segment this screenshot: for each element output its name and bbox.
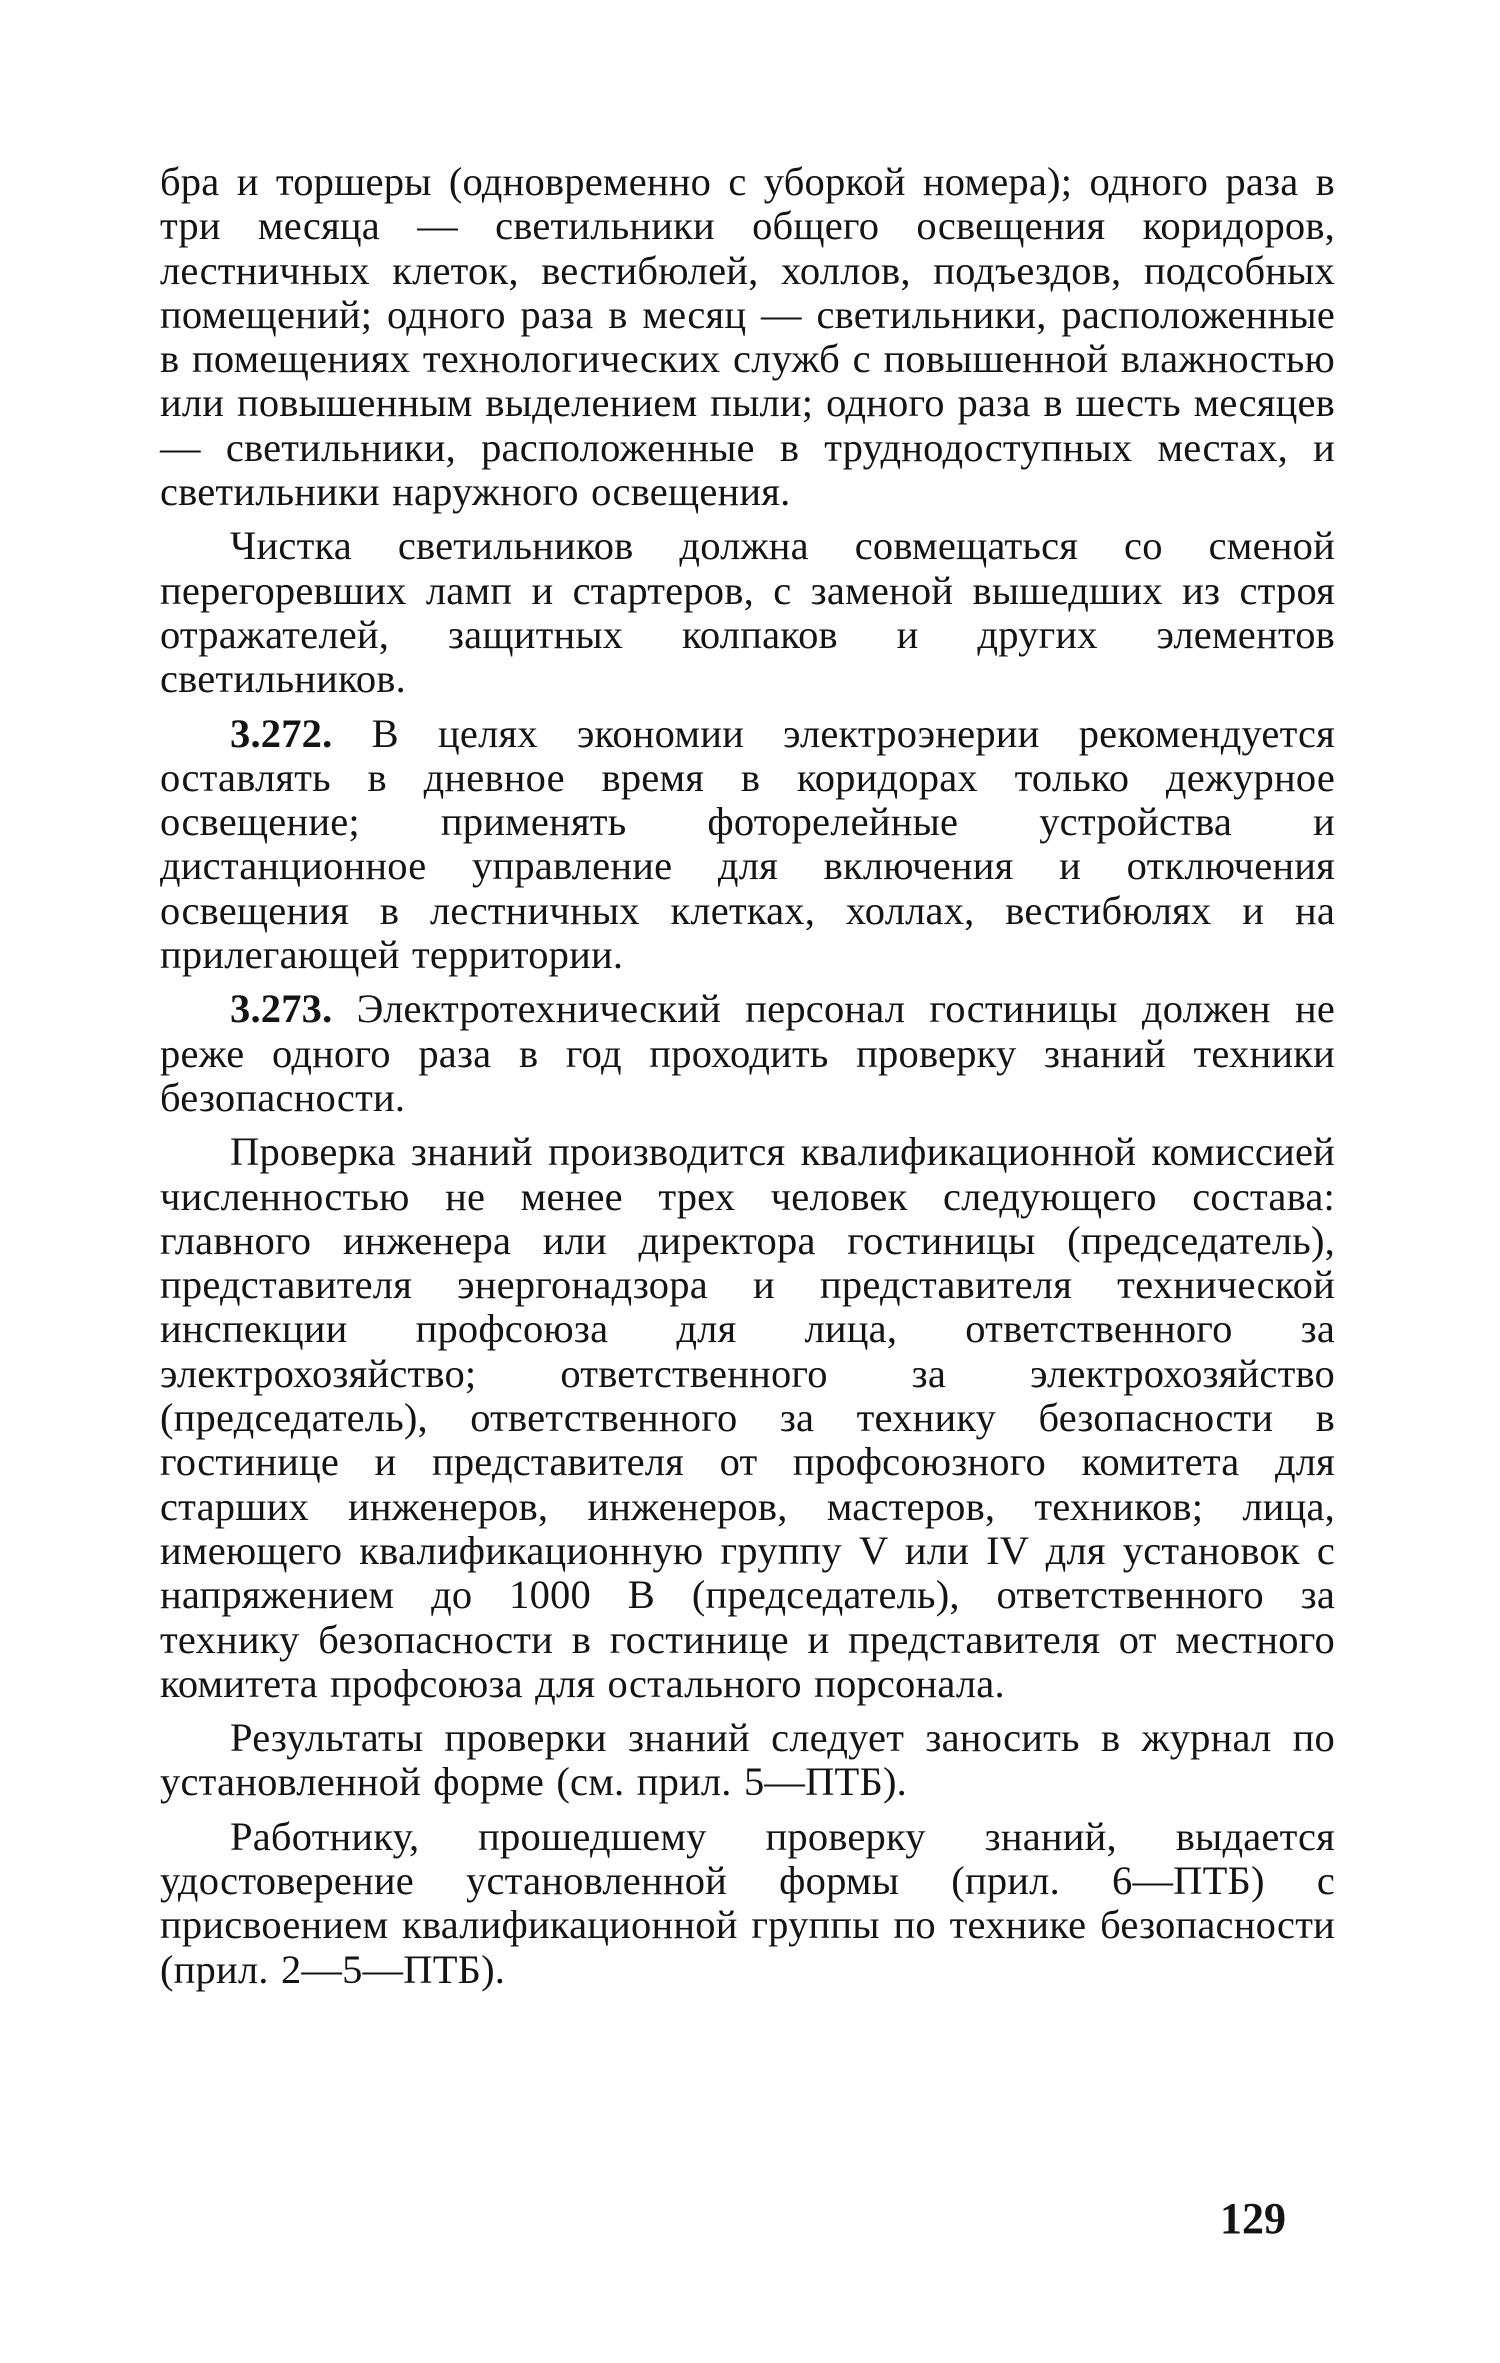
paragraph-text: Проверка знаний производится квалификационной комиссией численностью не менее трех человек следующего состава: главного инженера или директора гостиницы (председатель), представителя энергонадзора и представителя технической инспекции профсоюза для лица, ответственного за электрохозяйство; ответственного за электрохозяйство (председатель), ответственного за технику безопасности в гостинице и представителя от профсоюзного комитета для старших инженеров, инженеров, мастеров, техников; лица, имеющего квалификационную группу V или IV для установок с напряжением до 1000 В (председатель), ответственного за технику безопасности в гостинице и представителя от местного комитета профсоюза для остального порсонала. — [160, 1129, 1335, 1706]
page-body — [160, 160, 1335, 1992]
paragraph-certificate — [160, 1815, 1335, 1992]
paragraph-text: Чистка светильников должна совмещаться со сменой перегоревших ламп и стартеров, с заменой вышедших из строя отражателей, защитных колпаков и других элементов светильников. — [160, 523, 1335, 702]
paragraph-3-272 — [160, 712, 1335, 978]
paragraph-text: бра и торшеры (одновременно с уборкой номера); одного раза в три месяца — светильники общего освещения коридоров, лестничных клеток, вестибюлей, холлов, подъездов, подсобных помещений; одного раза в месяц — светильники, расположенные в помещениях технологических служб с повышенной влажностью или повышенным выделением пыли; одного раза в шесть месяцев — светильники, расположенные в труднодоступных местах, и светильники наружного освещения. — [160, 159, 1335, 515]
paragraph-cleaning — [160, 524, 1335, 701]
clause-number: 3.273. — [230, 986, 333, 1032]
clause-number: 3.272. — [230, 710, 333, 756]
paragraph-results — [160, 1716, 1335, 1805]
paragraph-text: Электротехнический персонал гостиницы должен не реже одного раза в год проходить проверку знаний техники безопасности. — [160, 986, 1335, 1120]
paragraph-text: В целях экономии электроэнерии рекомендуется оставлять в дневное время в коридорах только дежурное освещение; применять фоторелейные устройства и дистанционное управление для включения и отключения освещения в лестничных клетках, холлах, вестибюлях и на прилегающей территории. — [160, 710, 1335, 978]
paragraph-text: Результаты проверки знаний следует заносить в журнал по установленной форме (см. прил. 5—ПТБ). — [160, 1715, 1335, 1805]
paragraph-commission — [160, 1130, 1335, 1706]
paragraph-3-273 — [160, 987, 1335, 1120]
paragraph-text: Работнику, прошедшему проверку знаний, выдается удостоверение установленной формы (прил. 6—ПТБ) с присвоением квалификационной группы по технике безопасности (прил. 2—5—ПТБ). — [160, 1813, 1335, 1992]
page-number: 129 — [1220, 2194, 1286, 2243]
paragraph-continued — [160, 160, 1335, 514]
